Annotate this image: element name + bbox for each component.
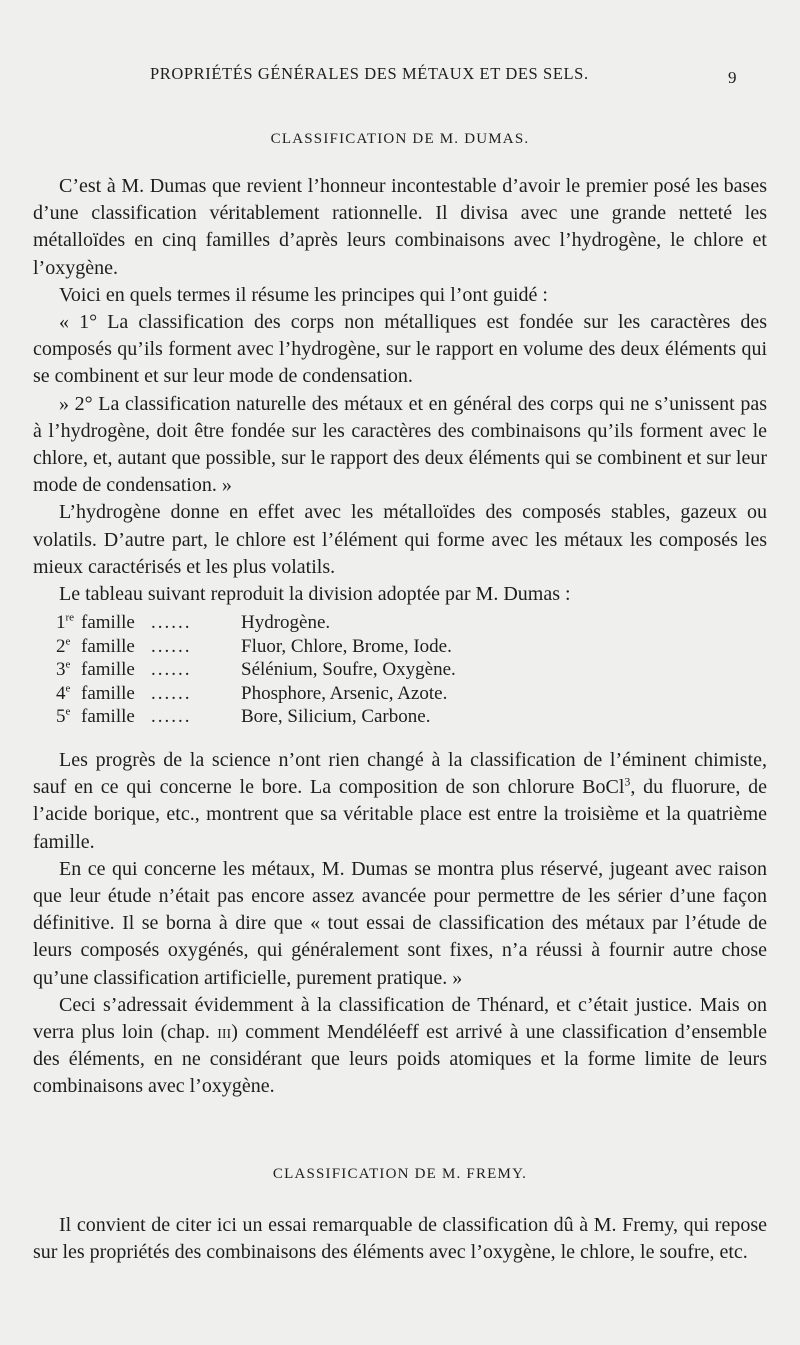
paragraph: En ce qui concerne les métaux, M. Dumas se montra plus réservé, jugeant avec raison que leur étude n’était pas encore assez avancée pour permettre de les sérier d’une façon définitive. Il se borna à dire que « tout essai de classification des métaux par l’étude de leurs composés oxygénés, qui généralement sont fixes, n’a réussi à fournir autre chose qu’une classification artificielle, purement pratique. » bbox=[33, 857, 767, 989]
family-elements: Sélénium, Soufre, Oxygène. bbox=[241, 659, 456, 680]
family-row bbox=[56, 635, 576, 659]
paragraph: Les progrès de la science n’ont rien changé à la classification de l’éminent chimiste, sauf en ce qui concerne le bore. La composition de son chlorure BoCl$^3$, du fluorure, de l’acide borique, etc., montrent que sa véritable place est entre la troisième et la quatrième famille. bbox=[33, 749, 768, 853]
paragraph: L’hydrogène donne en effet avec les métalloïdes des composés stables, gazeux ou volatils. D’autre part, le chlore est l’élément qui forme avec les métaux les composés les mieux caractérisés et les plus volatils. bbox=[33, 501, 767, 578]
family-number: 5e bbox=[56, 705, 71, 727]
families-table bbox=[56, 611, 576, 729]
leader-dots: ...... bbox=[151, 612, 192, 633]
family-label: famille bbox=[81, 612, 135, 633]
family-label: famille bbox=[81, 635, 135, 657]
family-number: 1re bbox=[56, 611, 75, 633]
section-dumas-discussion bbox=[33, 747, 767, 1101]
family-elements: Bore, Silicium, Carbone. bbox=[241, 706, 431, 727]
paragraph: C’est à M. Dumas que revient l’honneur incontestable d’avoir le premier posé les bases d’une classification véritablement rationnelle. Il divisa avec une grande netteté les métalloïdes en cinq familles d’après leurs combinaisons avec l’hydrogène, le chlore et l’oxygène. bbox=[33, 175, 767, 279]
family-row bbox=[56, 611, 576, 635]
paragraph: » 2° La classification naturelle des métaux et en général des corps qui ne s’unissent pas à l’hydrogène, doit être fondée sur les caractères des combinaisons qu’ils forment avec le chlore, et, autant que possible, sur le rapport des deux éléments qui se combinent et sur leur mode de condensation. » bbox=[33, 392, 767, 497]
family-elements: Fluor, Chlore, Brome, Iode. bbox=[241, 635, 452, 657]
family-row bbox=[56, 705, 576, 729]
paragraph: Voici en quels termes il résume les principes qui l’ont guidé : bbox=[59, 283, 548, 306]
paragraph: Il convient de citer ici un essai remarquable de classification dû à M. Fremy, qui repose sur les propriétés des combinaisons des éléments avec l’oxygène, le chlore, le soufre, etc. bbox=[33, 1214, 767, 1264]
family-row bbox=[56, 682, 576, 706]
leader-dots: ...... bbox=[151, 706, 192, 727]
family-elements: Hydrogène. bbox=[241, 612, 331, 633]
family-label: famille bbox=[81, 659, 135, 680]
paragraph: Ceci s’adressait évidemment à la classification de Thénard, et c’était justice. Mais on verra plus loin (chap. iii) comment Mendéléeff est arrivé à une classification d’ensemble des éléments, en ne considérant que leurs poids atomiques et la forme limite de leurs combinaisons avec l’oxygène. bbox=[33, 993, 767, 1098]
family-row bbox=[56, 658, 576, 682]
family-label: famille bbox=[81, 682, 135, 704]
family-number: 4e bbox=[56, 682, 71, 704]
section-dumas-intro bbox=[33, 173, 767, 608]
section-fremy-text bbox=[33, 1212, 767, 1266]
paragraph: Le tableau suivant reproduit la division adoptée par M. Dumas : bbox=[59, 583, 571, 606]
running-title: PROPRIÉTÉS GÉNÉRALES DES MÉTAUX ET DES SELS. bbox=[150, 64, 589, 83]
section-title-fremy: CLASSIFICATION DE M. FREMY. bbox=[272, 1166, 528, 1182]
leader-dots: ...... bbox=[151, 659, 192, 680]
section-title-dumas: CLASSIFICATION DE M. DUMAS. bbox=[270, 131, 530, 147]
family-number: 3e bbox=[56, 658, 71, 680]
family-number: 2e bbox=[56, 635, 71, 657]
leader-dots: ...... bbox=[151, 682, 192, 704]
paragraph: « 1° La classification des corps non métalliques est fondée sur les caractères des composés qu’ils forment avec l’hydrogène, sur le rapport en volume des deux éléments qui se combinent et sur leur mode de condensation. bbox=[33, 311, 767, 388]
family-elements: Phosphore, Arsenic, Azote. bbox=[241, 682, 448, 704]
family-label: famille bbox=[81, 706, 135, 727]
page-number: 9 bbox=[728, 68, 737, 87]
leader-dots: ...... bbox=[151, 635, 192, 657]
